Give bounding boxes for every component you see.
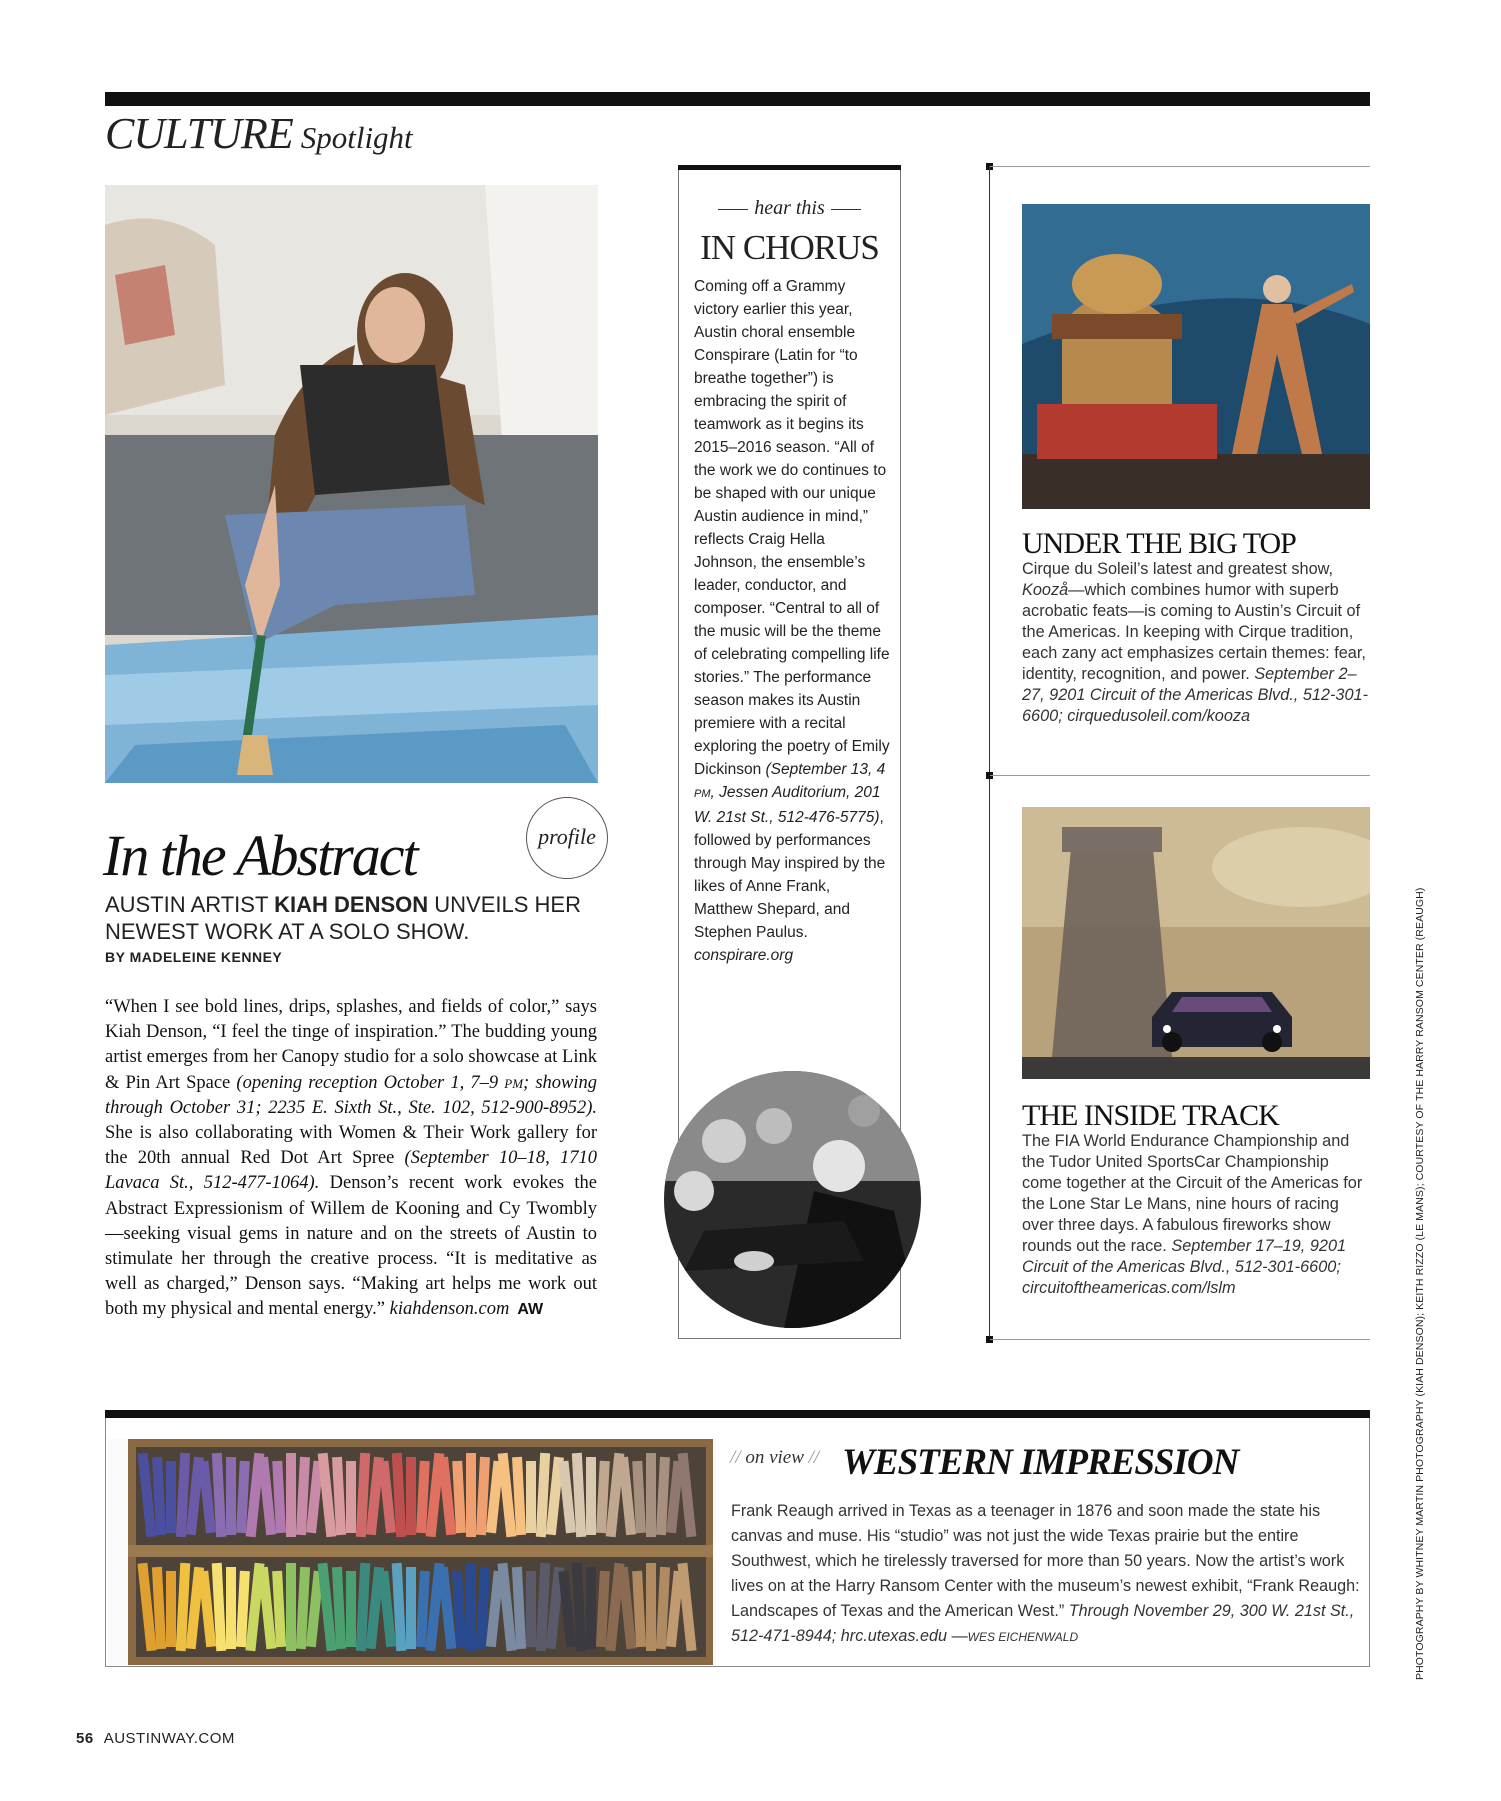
chorus-time-suffix: PM <box>694 788 711 800</box>
chorus-event-details: (September 13, 4 <box>765 761 886 778</box>
article-headline: In the Abstract <box>103 823 417 888</box>
big-top-text-run: Cirque du Soleil’s latest and greatest show, <box>1022 560 1334 578</box>
race-track-photo <box>1022 807 1370 1079</box>
deck-name: KIAH DENSON <box>274 892 429 917</box>
pastel-stick <box>286 1453 296 1537</box>
western-details: Through November 29, 300 W. 21st St., 512-471-8944; hrc.utexas.edu — <box>731 1602 1355 1645</box>
pastel-stick <box>526 1571 536 1647</box>
end-mark: AW <box>517 1301 544 1319</box>
pastel-stick <box>286 1563 296 1651</box>
artist-photo <box>105 185 598 783</box>
chorus-text-run: , followed by performances through May inspired by the likes of Anne Frank, Matthew Shepard, and Stephen Paulus. <box>694 809 886 941</box>
divider <box>990 1339 1370 1340</box>
western-author: WES EICHENWALD <box>967 1630 1079 1644</box>
conspirare-link[interactable]: conspirare.org <box>694 947 794 964</box>
page-number: 56 <box>76 1730 94 1747</box>
section-header <box>105 108 413 159</box>
byline: BY MADELEINE KENNEY <box>105 949 283 965</box>
cirque-photo <box>1022 204 1370 509</box>
pastel-stick <box>526 1461 536 1533</box>
body-event-details: (opening reception October 1, 7–9 <box>236 1072 505 1093</box>
kicker-slashes: // <box>730 1447 741 1468</box>
top-rule <box>105 92 1370 106</box>
pastel-stick <box>586 1567 596 1649</box>
pastel-stick <box>346 1461 356 1533</box>
pastel-stick <box>406 1567 416 1649</box>
pastel-stick <box>466 1453 476 1537</box>
photo-credit: PHOTOGRAPHY BY WHITNEY MARTIN PHOTOGRAPHY (KIAH DENSON); KEITH RIZZO (LE MANS); COURTESY OF THE HARRY RANSOM CENTER (REAUGH) <box>1414 887 1426 1680</box>
pastel-stick <box>646 1563 656 1651</box>
deck-text: AUSTIN ARTIST <box>105 892 275 917</box>
divider <box>990 166 1370 167</box>
western-title: WESTERN IMPRESSION <box>842 1442 1239 1483</box>
body-event-details: (September 10–18, 1710 Lavaca St., 512-477-1064). <box>105 1148 597 1194</box>
inside-track-text-run: The FIA World Endurance Championship and the Tudor United SportsCar Championship come together at the Circuit of the Americas for the Lone Star Le Mans, nine hours of racing over three days. A fabulous fireworks show rounds out the race. <box>1022 1132 1363 1255</box>
pastel-stick <box>166 1571 176 1647</box>
chorus-text-run: Coming off a Grammy victory earlier this year, Austin choral ensemble Conspirare (Latin for “to breathe together”) is embracing the spirit of teamwork as it begins its 2015–2016 season. “All of the work we do continues to be shaped with our unique Austin audience in mind,” reflects Craig Hella Johnson, the ensemble’s leader, conductor, and composer. “Central to all of the music will be the theme of celebrating compelling life stories.” The performance season makes its Austin premiere with a recital exploring the poetry of Emily Dickinson <box>694 278 890 778</box>
western-text-run: Frank Reaugh arrived in Texas as a teenager in 1876 and soon made the state his canvas and muse. His “studio” was not just the wide Texas prairie but the entire Southwest, which he tirelessly traversed for more than 50 years. Now the artist’s work lives on at the Harry Ransom Center with the museum’s newest exhibit, “Frank Reaugh: Landscapes of Texas and the American West.” <box>731 1502 1360 1620</box>
body-time-suffix: PM <box>504 1075 524 1091</box>
pastel-stick <box>226 1567 236 1649</box>
big-top-body <box>1022 559 1370 727</box>
pastel-stick <box>346 1571 356 1647</box>
pastel-stick <box>466 1563 476 1651</box>
chorus-event-details: , Jessen Auditorium, 201 W. 21st St., 512-476-5775) <box>694 784 881 826</box>
western-kicker <box>730 1447 819 1469</box>
chorus-body <box>694 275 890 967</box>
show-name: Koozå <box>1022 581 1069 599</box>
artist-website-link[interactable]: kiahdenson.com <box>389 1299 510 1320</box>
inside-track-title: THE INSIDE TRACK <box>1022 1099 1279 1132</box>
pastel-stick <box>586 1457 596 1535</box>
column-rule <box>989 166 990 1340</box>
magazine-site[interactable]: AUSTINWAY.COM <box>103 1730 235 1747</box>
big-top-text-run: —which combines humor with superb acrobatic feats—is coming to Austin’s Circuit of the Americas. In keeping with Cirque tradition, each zany act emphasizes certain themes: fear, identity, recognition, and power. <box>1022 581 1366 683</box>
article-body <box>105 995 597 1323</box>
deck-text: UNVEILS HER NEWEST WORK AT A SOLO SHOW. <box>105 892 581 944</box>
western-body <box>731 1499 1361 1650</box>
pastel-stick <box>646 1453 656 1537</box>
article-deck <box>105 891 605 945</box>
kicker-line <box>718 209 748 210</box>
body-event-details: ; showing through October 31; 2235 E. Sixth St., Ste. 102, 512-900-8952). <box>105 1072 598 1118</box>
bottom-rule <box>105 1410 1370 1418</box>
kicker-text: on view <box>740 1447 809 1468</box>
folio <box>76 1730 235 1747</box>
kicker-slashes: // <box>808 1447 820 1468</box>
inside-track-body <box>1022 1131 1370 1299</box>
kicker-line <box>831 209 861 210</box>
body-text-run: Denson’s recent work evokes the Abstract Expressionism of Willem de Kooning and Cy Twombly—seeking visual gems in nature and on the streets of Austin to stimulate her through the creative process. “It is meditative as well as charged,” Denson says. “Making art helps me work out both my physical and mental energy.” <box>105 1173 597 1320</box>
pastel-stick <box>226 1457 236 1535</box>
kicker-text: hear this <box>754 197 825 219</box>
body-text-run: She is also collaborating with Women & Their Work gallery for the 20th annual Red Dot Art Spree <box>105 1123 597 1169</box>
section-title: CULTURE <box>105 109 293 158</box>
pastels-photo <box>108 1439 716 1665</box>
section-subtitle: Spotlight <box>300 120 413 155</box>
big-top-title: UNDER THE BIG TOP <box>1022 527 1296 560</box>
profile-badge: profile <box>526 797 608 879</box>
chorus-kicker <box>680 197 899 220</box>
divider <box>990 775 1370 776</box>
big-top-details: September 2–27, 9201 Circuit of the Americas Blvd., 512-301-6600; cirquedusoleil.com/kooza <box>1022 665 1369 725</box>
conductor-photo <box>664 1071 921 1328</box>
inside-track-details: September 17–19, 9201 Circuit of the Americas Blvd., 512-301-6600; circuitoftheamericas.com/lslm <box>1022 1237 1347 1297</box>
chorus-title: IN CHORUS <box>700 228 879 267</box>
body-text-run: “When I see bold lines, drips, splashes, and fields of color,” says Kiah Denson, “I feel the tinge of inspiration.” The budding young artist emerges from her Canopy studio for a solo showcase at Link & Pin Art Space <box>105 997 597 1093</box>
chorus-box-rule <box>678 165 901 170</box>
pastel-stick <box>166 1461 176 1533</box>
pastel-stick <box>406 1457 416 1535</box>
